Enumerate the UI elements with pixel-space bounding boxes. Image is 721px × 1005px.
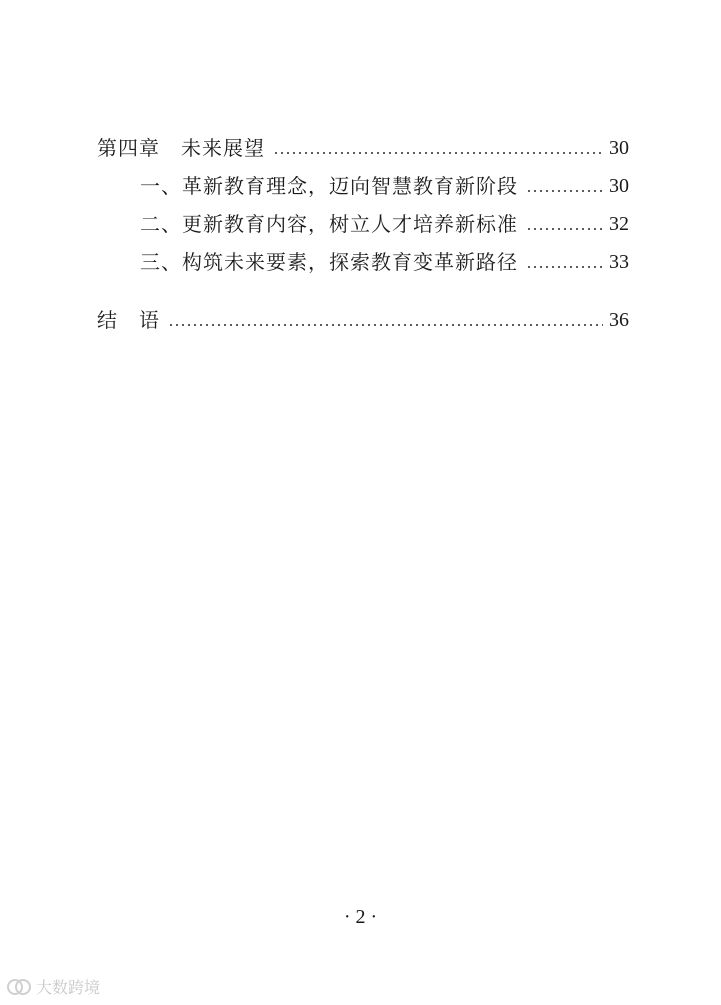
toc-dot-leader (526, 228, 603, 230)
toc-entry-page: 33 (609, 251, 629, 273)
toc-dot-leader (526, 266, 603, 268)
toc-entry-section-2[interactable] (140, 209, 629, 239)
toc-dot-leader (273, 152, 603, 154)
toc-entry-chapter-4[interactable] (97, 133, 629, 163)
toc-entry-conclusion[interactable] (97, 305, 629, 335)
watermark (6, 975, 100, 998)
toc-entry-title: 二、更新教育内容，树立人才培养新标准 (140, 212, 518, 236)
toc-entry-section-3[interactable] (140, 247, 629, 277)
toc-entry-title: 一、革新教育理念，迈向智慧教育新阶段 (140, 174, 518, 198)
toc-dot-leader (526, 190, 603, 192)
toc-entry-page: 30 (609, 137, 629, 159)
page-number: · 2 · (343, 906, 378, 928)
toc-entry-title: 结 语 (97, 308, 160, 332)
toc-entry-section-1[interactable] (140, 171, 629, 201)
toc-entry-title: 三、构筑未来要素，探索教育变革新路径 (140, 250, 518, 274)
toc-entry-page: 30 (609, 175, 629, 197)
toc-entry-title: 第四章 未来展望 (97, 136, 265, 160)
watermark-text: 大数跨境 (36, 978, 101, 997)
toc-dot-leader (168, 324, 603, 326)
brand-logo-icon (6, 977, 32, 997)
toc-entry-page: 36 (609, 309, 629, 331)
toc-entry-page: 32 (609, 213, 629, 235)
